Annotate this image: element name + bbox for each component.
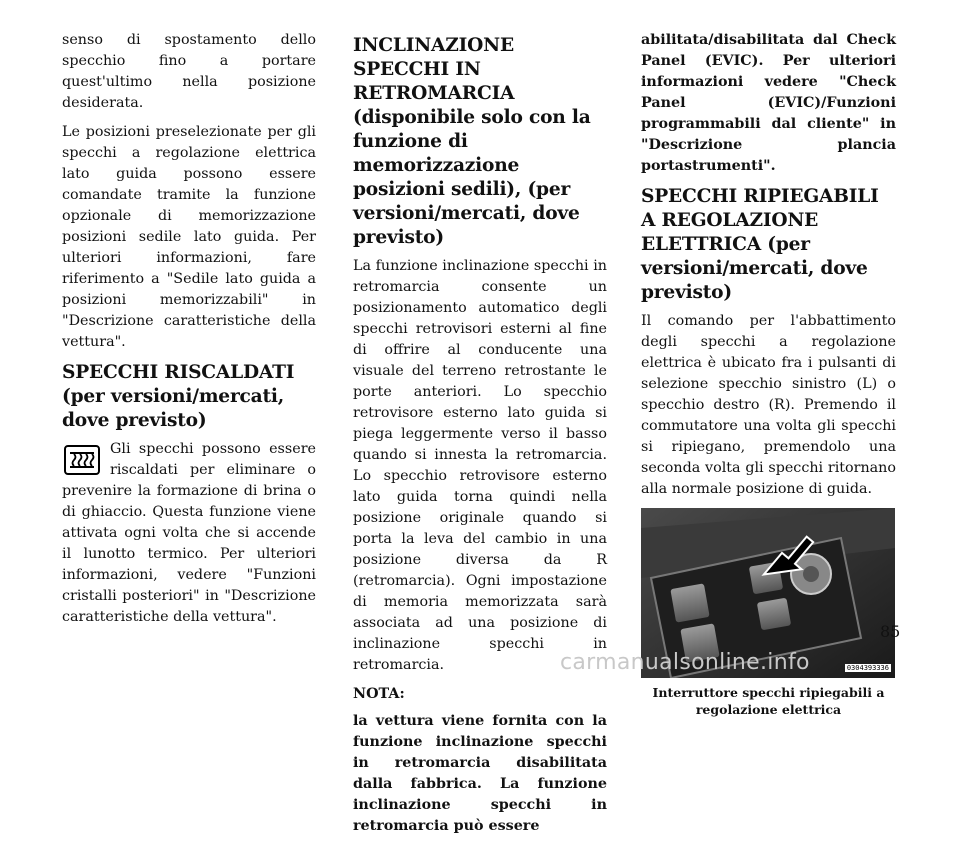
paragraph-evic-continuation: abilitata/disabilitata dal Check Panel (EVIC). Per ulteriori informazioni vedere "Check Panel (EVIC)/Funzioni programmabili dal cliente" in "Descrizione plancia portastrumenti".: [641, 32, 896, 174]
watermark: carmanualsonline.info: [560, 650, 810, 675]
paragraph-memory-positions: Le posizioni preselezionate per gli specchi a regolazione elettrica lato guida possono essere comandate tramite la funzione opzionale di memorizzazione posizioni sedile lato guida. Per ulteriori informazioni, fare riferimento a "Sedile lato guida a posizioni memorizzabili" in "Descrizione caratteristiche della vettura".: [62, 124, 316, 350]
figure-code: 0304393336: [846, 664, 889, 672]
figure-caption: Interruttore specchi ripiegabili a regolazione elettrica: [652, 685, 885, 717]
heated-mirrors-block: [62, 439, 316, 628]
middle-column: [353, 30, 607, 845]
paragraph-reverse-tilt: La funzione inclinazione specchi in retromarcia consente un posizionamento automatico degli specchi retrovisori esterni al fine di offrire al conducente una visuale del terreno retrostante le porte anteriori. Lo specchio retrovisore esterno lato guida si piega leggermente verso il basso quando si innesta la retromarcia. Lo specchio retrovisore esterno lato guida torna quindi nella posizione originale quando si porta la leva del cambio in una posizione diversa da R (retromarcia). Ogni impostazione di memoria memorizzata sarà associata ad una posizione di inclinazione specchi in retromarcia.: [353, 258, 607, 673]
heading-reverse-tilt: INCLINAZIONE SPECCHI IN RETROMARCIA (disponibile solo con la funzione di memorizzazione posizioni sedili), (per versioni/mercati, dove previsto): [353, 35, 591, 248]
paragraph-mirror-adjust-end: senso di spostamento dello specchio fino a portare quest'ultimo nella posizione desiderata.: [62, 32, 316, 111]
paragraph-folding-mirrors: Il comando per l'abbattimento degli specchi a regolazione elettrica è ubicato fra i pulsanti di selezione specchio sinistro (L) o specchio destro (R). Premendo il commutatore una volta gli specchi si ripiegano, premendolo una seconda volta gli specchi ritornano alla normale posizione di guida.: [641, 313, 896, 497]
rear-defrost-icon: [64, 445, 100, 475]
right-column: [641, 30, 896, 718]
paragraph-heated-mirrors: Gli specchi possono essere riscaldati per eliminare o prevenire la formazione di brina o di ghiaccio. Questa funzione viene attivata ogni volta che si accende il lunotto termico. Per ulteriori informazioni, vedere "Funzioni cristalli posteriori" in "Descrizione caratteristiche della vettura".: [62, 441, 316, 625]
note-text: la vettura viene fornita con la funzione inclinazione specchi in retromarcia disabilitata dalla fabbrica. La funzione inclinazione specchi in retromarcia può essere: [353, 713, 607, 834]
heading-heated-mirrors: SPECCHI RISCALDATI (per versioni/mercati, dove previsto): [62, 362, 295, 431]
page-number: 85: [880, 622, 901, 641]
note-label: NOTA:: [353, 686, 405, 702]
left-column: [62, 30, 316, 636]
heading-folding-mirrors: SPECCHI RIPIEGABILI A REGOLAZIONE ELETTRICA (per versioni/mercati, dove previsto): [641, 186, 879, 303]
